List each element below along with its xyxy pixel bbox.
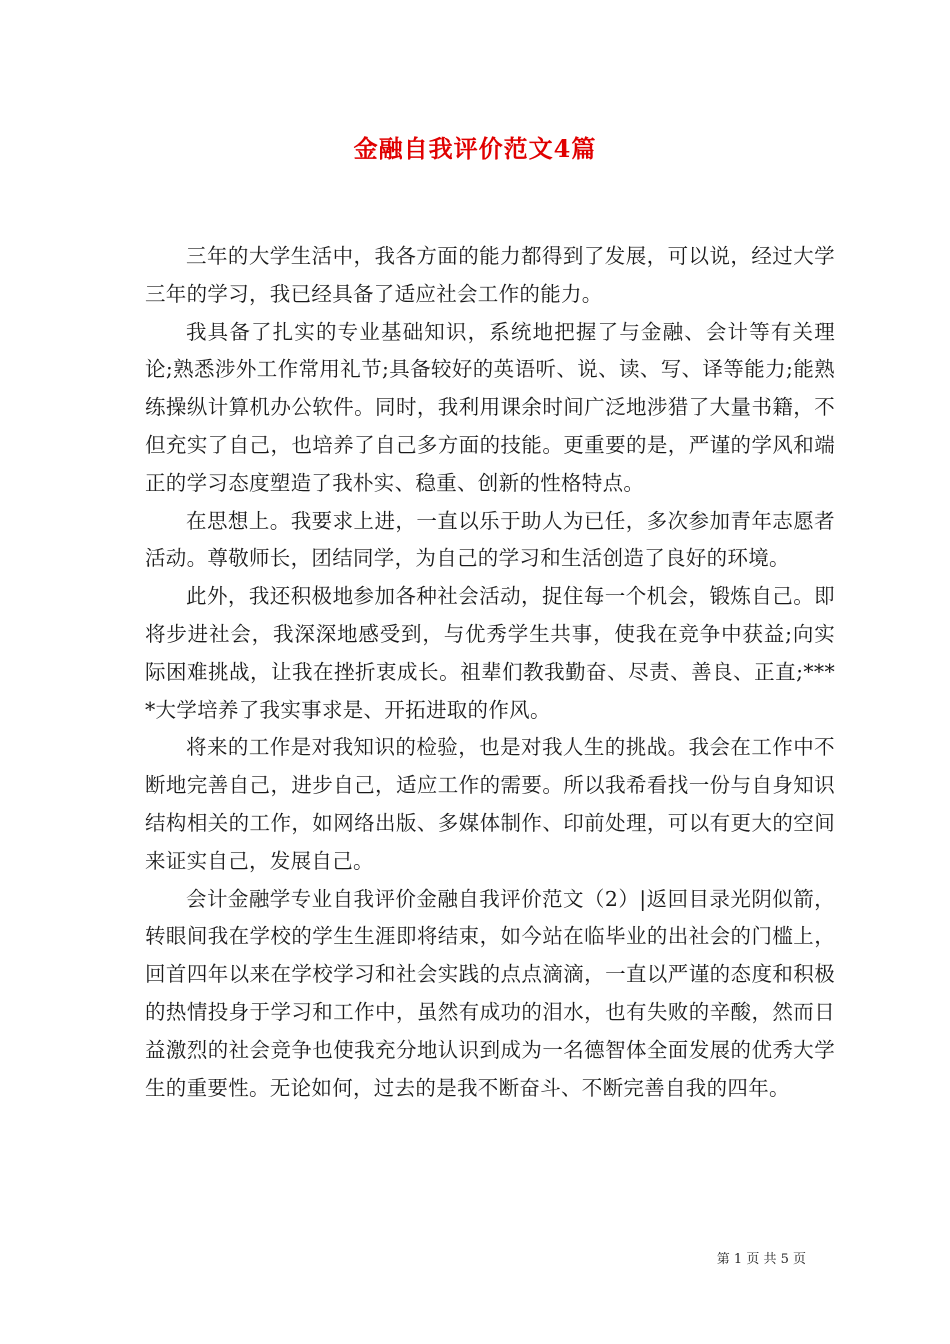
paragraph: 我具备了扎实的专业基础知识，系统地把握了与金融、会计等有关理论;熟悉涉外工作常用礼节;具备较好的英语听、说、读、写、译等能力;能熟练操纵计算机办公软件。同时，我利用课余时间广泛地涉猎了大量书籍，不但充实了自己，也培养了自己多方面的技能。更重要的是，严谨的学风和端正的学习态度塑造了我朴实、稳重、创新的性格特点。 [145,319,835,495]
paragraph: 将来的工作是对我知识的检验，也是对我人生的挑战。我会在工作中不断地完善自己，进步自己，适应工作的需要。所以我希看找一份与自身知识结构相关的工作，如网络出版、多媒体制作、印前处理，可以有更大的空间来证实自己，发展自己。 [145,735,835,873]
paragraph: 此外，我还积极地参加各种社会活动，捉住每一个机会，锻炼自己。即将步进社会，我深深地感受到，与优秀学生共事，使我在竞争中获益;向实际困难挑战，让我在挫折衷成长。祖辈们教我勤奋、尽责、善良、正直;****大学培养了我实事求是、开拓进取的作风。 [145,584,835,722]
document-body [145,238,835,1107]
paragraph: 会计金融学专业自我评价金融自我评价范文（2）|返回目录光阴似箭，转眼间我在学校的学生生涯即将结束，如今站在临毕业的出社会的门槛上，回首四年以来在学校学习和社会实践的点点滴滴，一直以严谨的态度和积极的热情投身于学习和工作中，虽然有成功的泪水，也有失败的辛酸，然而日益激烈的社会竞争也使我充分地认识到成为一名德智体全面发展的优秀大学生的重要性。无论如何，过去的是我不断奋斗、不断完善自我的四年。 [145,886,835,1100]
paragraph: 在思想上。我要求上进，一直以乐于助人为已任，多次参加青年志愿者活动。尊敬师长，团结同学，为自己的学习和生活创造了良好的环境。 [145,508,835,571]
paragraph: 三年的大学生活中，我各方面的能力都得到了发展，可以说，经过大学三年的学习，我已经具备了适应社会工作的能力。 [145,244,835,306]
document-title: 金融自我评价范文4篇 [353,134,597,163]
page-number-footer: 第 1 页 共 5 页 [716,1252,806,1267]
